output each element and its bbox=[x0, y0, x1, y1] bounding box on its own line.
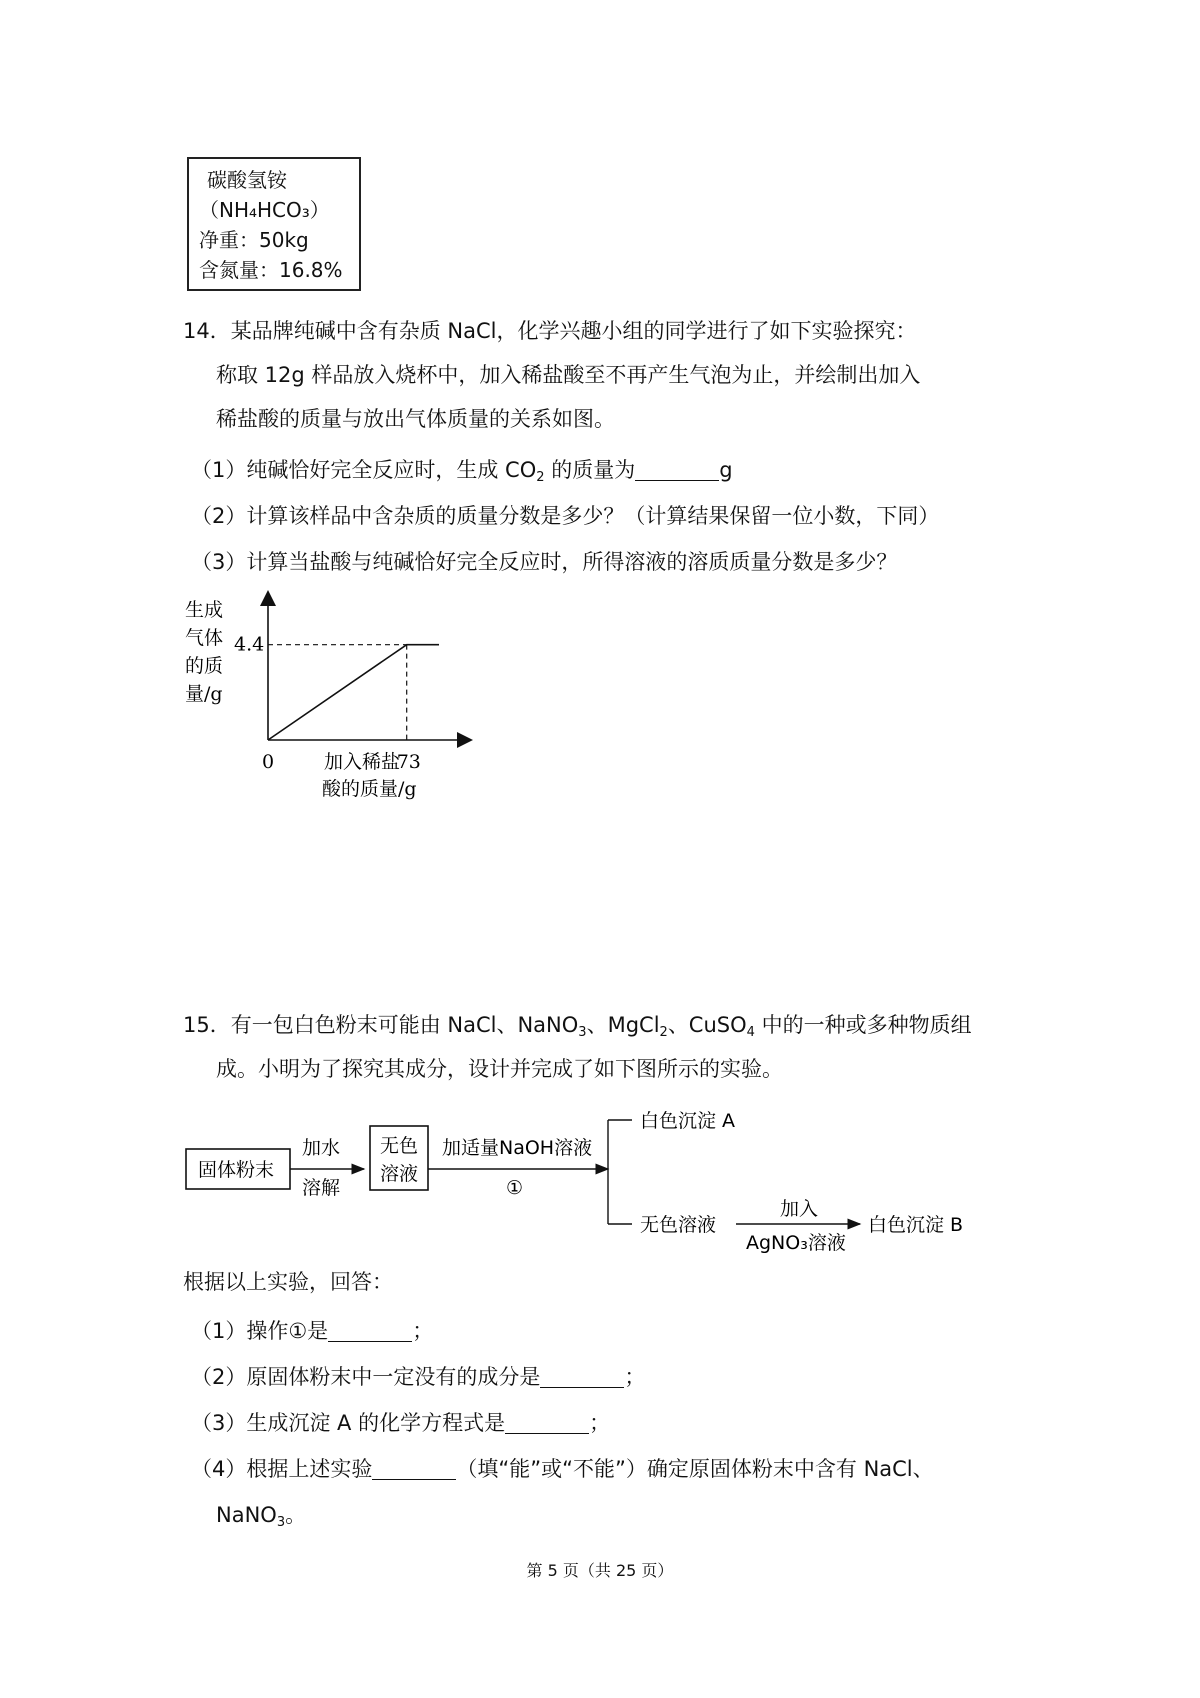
chart-ylabel-line: 生成 bbox=[185, 599, 224, 621]
flow-box2-top-label: 无色 bbox=[380, 1135, 419, 1157]
flow-arrow2-top-label: 加适量NaOH溶液 bbox=[442, 1137, 593, 1159]
q15-line1 bbox=[183, 1010, 972, 1040]
chart-y-tick-label: 4.4 bbox=[234, 633, 265, 656]
q14-part1-text-a: （1）纯碱恰好完全反应时，生成 CO bbox=[191, 458, 537, 482]
q15-line1-sub2: 2 bbox=[659, 1025, 668, 1040]
q15-part4 bbox=[191, 1454, 934, 1484]
label-weight: 净重：50kg bbox=[199, 228, 309, 252]
flow-colorless-solution-label: 无色溶液 bbox=[640, 1214, 717, 1236]
fertilizer-label-box bbox=[187, 157, 361, 291]
page-footer: 第 5 页（共 25 页） bbox=[526, 1561, 674, 1580]
q15-line1-c: 、CuSO bbox=[667, 1013, 747, 1037]
chart-ylabel-line: 的质 bbox=[185, 655, 224, 677]
chart-x-tick-label: 73 bbox=[396, 751, 421, 773]
q15-part2-end: ； bbox=[624, 1365, 646, 1389]
q15-line1-a: 15．有一包白色粉末可能由 NaCl、NaNO bbox=[183, 1013, 579, 1037]
flow-precipitate-b-label: 白色沉淀 B bbox=[868, 1214, 964, 1236]
q15-part1-blank[interactable] bbox=[328, 1319, 412, 1342]
q15-part2-text: （2）原固体粉末中一定没有的成分是 bbox=[191, 1365, 541, 1389]
q15-part4-text-c: NaNO bbox=[216, 1503, 277, 1527]
q14-line1: 14．某品牌纯碱中含有杂质 NaCl，化学兴趣小组的同学进行了如下实验探究： bbox=[183, 319, 917, 343]
q14-part2: （2）计算该样品中含杂质的质量分数是多少？（计算结果保留一位小数，下同） bbox=[191, 504, 940, 528]
chart-xlabel-line: 加入稀盐 bbox=[324, 751, 401, 773]
q14-part1-blank[interactable] bbox=[635, 458, 719, 481]
flow-precipitate-a-label: 白色沉淀 A bbox=[640, 1110, 736, 1132]
q15-part4-text-a: （4）根据上述实验 bbox=[191, 1457, 373, 1481]
q15-part3-end: ； bbox=[589, 1411, 611, 1435]
q14-part1 bbox=[191, 455, 733, 485]
q15-part1 bbox=[191, 1316, 433, 1346]
label-formula: （NH₄HCO₃） bbox=[199, 198, 330, 222]
q15-line1-sub1: 3 bbox=[578, 1025, 587, 1040]
q15-part4-blank[interactable] bbox=[372, 1457, 456, 1480]
q14-part1-unit: g bbox=[719, 458, 733, 482]
q14-part3: （3）计算当盐酸与纯碱恰好完全反应时，所得溶液的溶质质量分数是多少？ bbox=[191, 550, 898, 574]
q15-part3-blank[interactable] bbox=[505, 1411, 589, 1434]
q14-line3: 稀盐酸的质量与放出气体质量的关系如图。 bbox=[216, 407, 615, 431]
chart-ylabel-line: 气体 bbox=[185, 627, 224, 649]
q15-part1-end: ； bbox=[412, 1319, 434, 1343]
flow-arrow1-top-label: 加水 bbox=[302, 1137, 341, 1159]
q15-part3 bbox=[191, 1408, 610, 1438]
q15-line1-d: 中的一种或多种物质组 bbox=[754, 1013, 972, 1037]
gas-mass-chart bbox=[180, 590, 480, 820]
q15-part4-sub: 3 bbox=[276, 1515, 286, 1530]
flow-arrow3-top-label: 加入 bbox=[780, 1198, 819, 1220]
q15-part4-text-b: （填“能”或“不能”）确定原固体粉末中含有 NaCl、 bbox=[456, 1457, 934, 1481]
experiment-flow-diagram bbox=[180, 1092, 1010, 1262]
q15-part1-text: （1）操作①是 bbox=[191, 1319, 329, 1343]
flow-box1-label: 固体粉末 bbox=[198, 1159, 275, 1181]
q14-part1-sub: 2 bbox=[536, 470, 545, 485]
chart-series-line bbox=[268, 645, 439, 740]
label-nitrogen: 含氮量：16.8% bbox=[199, 258, 343, 282]
q15-part4-cont bbox=[216, 1500, 306, 1530]
q15-line1-b: 、MgCl bbox=[586, 1013, 660, 1037]
flow-arrow1-bottom-label: 溶解 bbox=[302, 1177, 341, 1199]
chart-xlabel-line: 酸的质量/g bbox=[322, 778, 417, 800]
chart-origin-label: 0 bbox=[262, 751, 275, 773]
q15-part2 bbox=[191, 1362, 645, 1392]
q15-intro: 根据以上实验，回答： bbox=[183, 1270, 393, 1294]
flow-arrow2-bottom-label: ① bbox=[506, 1177, 524, 1199]
flow-arrow3-bottom-label: AgNO₃溶液 bbox=[746, 1232, 846, 1254]
q14-line2: 称取 12g 样品放入烧杯中，加入稀盐酸至不再产生气泡为止，并绘制出加入 bbox=[216, 363, 921, 387]
q15-part3-text: （3）生成沉淀 A 的化学方程式是 bbox=[191, 1411, 506, 1435]
label-name: 碳酸氢铵 bbox=[207, 168, 287, 192]
q14-part1-text-b: 的质量为 bbox=[544, 458, 636, 482]
q15-line1-sub3: 4 bbox=[746, 1025, 755, 1040]
flow-box2-bottom-label: 溶液 bbox=[380, 1163, 419, 1185]
q15-part2-blank[interactable] bbox=[540, 1365, 624, 1388]
chart-ylabel bbox=[185, 599, 223, 705]
q15-line2: 成。小明为了探究其成分，设计并完成了如下图所示的实验。 bbox=[216, 1057, 783, 1081]
chart-ylabel-line: 量/g bbox=[185, 683, 223, 705]
q15-part4-text-d: 。 bbox=[285, 1503, 307, 1527]
